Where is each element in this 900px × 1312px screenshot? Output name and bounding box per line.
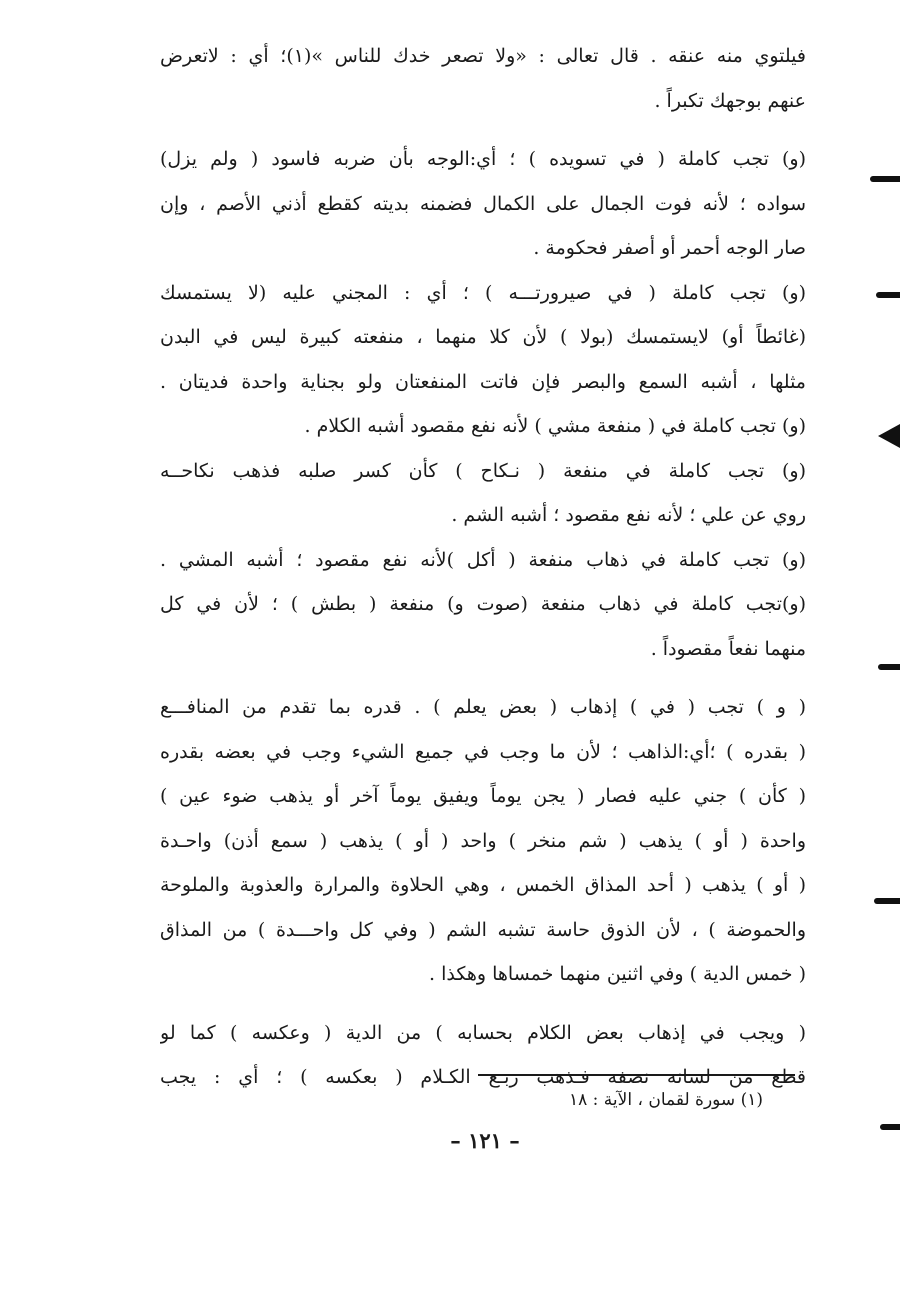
scan-edge-mark [870,176,900,182]
text-line: ( ويجب في إذهاب بعض الكلام بحسابه ) من الدية ( وعكسه ) كما لو [160,1021,806,1044]
text-line: ( أو ) يذهب ( أحد المذاق الخمس ، وهي الحلاوة والمرارة والعذوبة والملوحة [160,874,806,896]
footnote: (١) سورة لقمان ، الآية : ١٨ [569,1090,763,1110]
page-number: – ١٢١ – [450,1128,520,1153]
text-line: (غائطاً أو) لايستمسك (بولا ) لأن كلا منهما ، منفعته كبيرة ليس في البدن [160,326,806,348]
document-body [160,34,806,1100]
text-line: ( كأن ) جني عليه فصار ( يجن يوماً ويفيق يوماً آخر أو يذهب ضوء عين ) [160,785,806,807]
scan-edge-mark [874,898,900,904]
text-line: سواده ؛ لأنه فوت الجمال على الكمال فضمنه بديته كقطع أذني الأصم ، وإن [160,192,806,215]
text-line: ( بقدره ) ؛أي:الذاهب ؛ لأن ما وجب في جميع الشيء وجب في بعضه بقدره [160,740,806,763]
text-line: (و)تجب كاملة في ذهاب منفعة (صوت و) منفعة ( بطش ) ؛ لأن في كل [160,593,806,615]
text-line: والحموضة ) ، لأن الذوق حاسة تشبه الشم ( وفي كل واحـــدة ) من المذاق [160,918,806,941]
text-line: روي عن علي ؛ لأنه نفع مقصود ؛ أشبه الشم . [451,504,806,526]
text-line: فيلتوي منه عنقه . قال تعالى : «ولا تصعر خدك للناس »(١)؛ أي : لاتعرض [160,45,806,67]
scan-edge-mark [878,424,900,448]
text-line: صار الوجه أحمر أو أصفر فحكومة . [533,237,806,259]
text-line: عنهم بوجهك تكبراً . [654,89,806,112]
text-line: واحدة ( أو ) يذهب ( شم منخر ) واحد ( أو ) يذهب ( سمع أذن) واحـدة [160,829,806,852]
text-line: (و) تجب كاملة في ( منفعة مشي ) لأنه نفع مقصود أشبه الكلام . [304,415,806,437]
scan-edge-mark [876,292,900,298]
scan-edge-mark [878,664,900,670]
text-line: (و) تجب كاملة في ذهاب منفعة ( أكل )لأنه نفع مقصود ؛ أشبه المشي . [160,548,806,571]
footnote-divider [478,1074,795,1076]
text-line: قطع من لسانه نصفه فـذهب ربـع الكـلام ( بعكسه ) ؛ أي : يجب [160,1066,806,1088]
text-line: (و) تجب كاملة في منفعة ( نـكاح ) كأن كسر صلبه فذهب نكاحــه [160,459,806,482]
scan-edge-mark [880,1124,900,1130]
text-line: (و) تجب كاملة ( في صيرورتـــه ) ؛ أي : المجني عليه (لا يستمسك [160,281,806,304]
text-line: (و) تجب كاملة ( في تسويده ) ؛ أي:الوجه بأن ضربه فاسود ( ولم يزل) [160,148,806,170]
text-line: ( خمس الدية ) وفي اثنين منهما خمساها وهكذا . [429,963,806,985]
text-line: مثلها ، أشبه السمع والبصر فإن فاتت المنفعتان ولو بجناية واحدة فديتان . [160,370,806,393]
text-line: ( و ) تجب ( في ) إذهاب ( بعض يعلم ) . قدره بما تقدم من المنافـــع [160,696,806,718]
text-line: منهما نفعاً مقصوداً . [650,637,806,660]
